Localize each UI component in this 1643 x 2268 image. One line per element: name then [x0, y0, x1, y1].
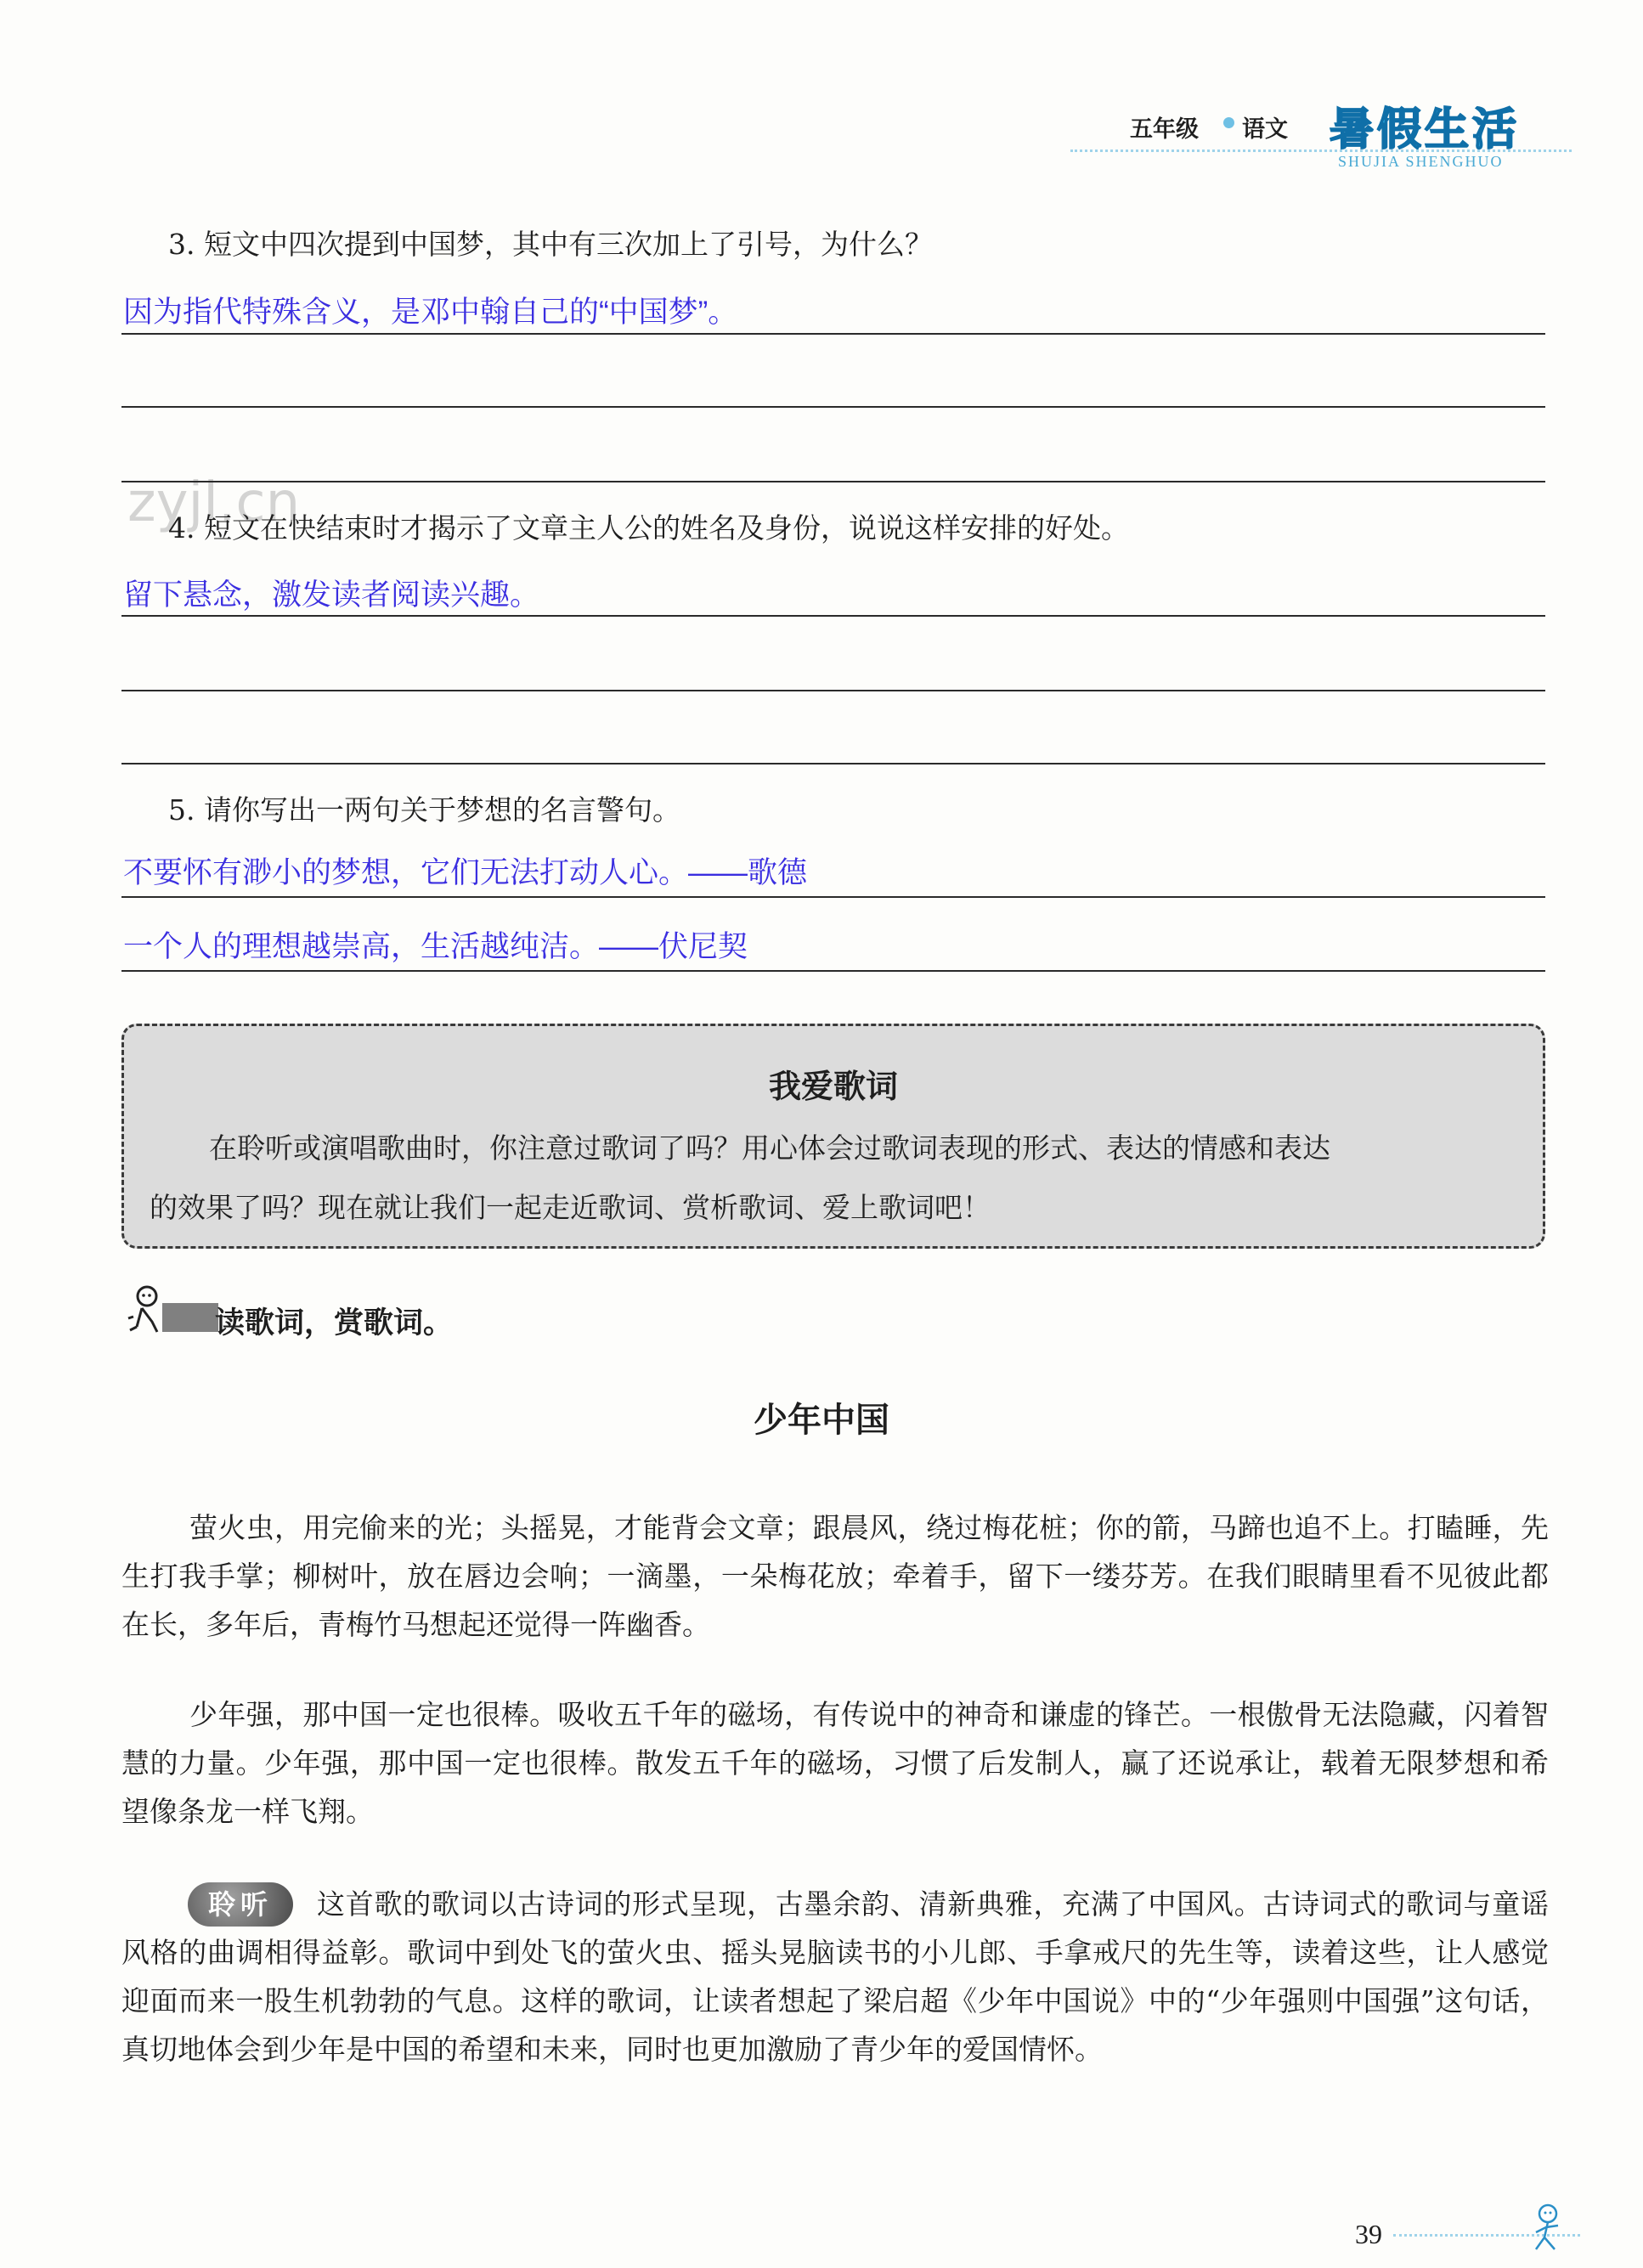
answer-3-line-1: 因为指代特殊含义，是邓中翰自己的“中国梦”。	[123, 296, 738, 329]
task-label: 读歌词，赏歌词。	[215, 1306, 454, 1340]
answer-rule	[121, 615, 1545, 617]
answer-rule	[121, 481, 1545, 482]
header-separator-dot	[1223, 117, 1234, 128]
answer-rule	[121, 333, 1545, 335]
answer-rule	[121, 970, 1545, 972]
header-subject: 语文	[1242, 116, 1288, 143]
answer-rule	[121, 690, 1545, 691]
song-title: 少年中国	[754, 1401, 889, 1440]
answer-5-line-2: 一个人的理想越崇高，生活越纯洁。——伏尼契	[123, 930, 748, 963]
answer-4-line-1: 留下悬念，激发读者阅读兴趣。	[123, 578, 540, 612]
question-3: 3. 短文中四次提到中国梦，其中有三次加上了引号，为什么？	[168, 228, 933, 261]
header-brand-logo: 暑假生活	[1330, 104, 1521, 155]
lyrics-intro-box	[121, 1024, 1545, 1249]
question-4: 4. 短文在快结束时才揭示了文章主人公的姓名及身份，说说这样安排的好处。	[168, 511, 1129, 544]
reading-kid-icon	[123, 1284, 221, 1335]
box-text-line-2: 的效果了吗？现在就让我们一起走近歌词、赏析歌词、爱上歌词吧！	[150, 1191, 991, 1224]
box-text-line-1: 在聆听或演唱歌曲时，你注意过歌词了吗？用心体会过歌词表现的形式、表达的情感和表达	[209, 1131, 1330, 1165]
header-dotted-line	[1070, 150, 1572, 152]
kid-figure-icon	[1521, 2202, 1572, 2253]
answer-rule	[121, 406, 1545, 408]
appreciation-badge: 聆听	[188, 1882, 293, 1927]
header-grade: 五年级	[1130, 116, 1199, 143]
answer-rule	[121, 896, 1545, 898]
lyrics-paragraph-1: 萤火虫，用完偷来的光；头摇晃，才能背会文章；跟晨风，绕过梅花桩；你的箭，马蹄也追不上。打瞌睡，先生打我手掌；柳树叶，放在唇边会响；一滴墨，一朵梅花放；牵着手，留下一缕芬芳。在我们眼睛里看不见彼此都在长，多年后，青梅竹马想起还觉得一阵幽香。	[121, 1511, 1549, 1641]
lyrics-paragraph-2: 少年强，那中国一定也很棒。吸收五千年的磁场，有传说中的神奇和谦虚的锋芒。一根傲骨无法隐藏，闪着智慧的力量。少年强，那中国一定也很棒。散发五千年的磁场，习惯了后发制人，赢了还说承让，载着无限梦想和希望像条龙一样飞翔。	[121, 1698, 1549, 1828]
question-5: 5. 请你写出一两句关于梦想的名言警句。	[168, 793, 680, 827]
watermark: zyjl.cn	[127, 471, 301, 534]
box-title: 我爱歌词	[768, 1068, 898, 1105]
answer-rule	[121, 763, 1545, 764]
appreciation-text: 这首歌的歌词以古诗词的形式呈现，古墨余韵、清新典雅，充满了中国风。古诗词式的歌词与童谣风格的曲调相得益彰。歌词中到处飞的萤火虫、摇头晃脑读书的小儿郎、手拿戒尺的先生等，读着这些，让人感觉迎面而来一股生机勃勃的气息。这样的歌词，让读者想起了梁启超《少年中国说》中的“少年强则中国强”这句话，真切地体会到少年是中国的希望和未来，同时也更加激励了青少年的爱国情怀。	[121, 1887, 1549, 2066]
page-number: 39	[1355, 2219, 1382, 2249]
answer-5-line-1: 不要怀有渺小的梦想，它们无法打动人心。——歌德	[123, 856, 808, 889]
header-brand-pinyin: SHUJIA SHENGHUO	[1338, 153, 1504, 170]
